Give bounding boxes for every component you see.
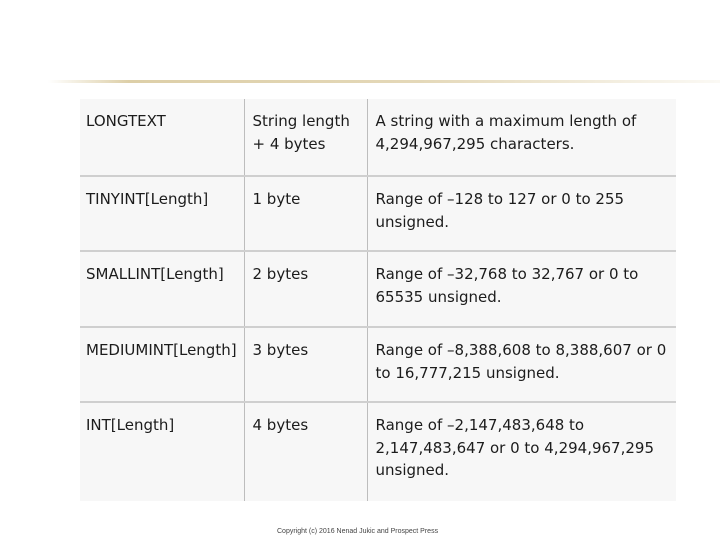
type-cell: TINYINT[Length] bbox=[80, 176, 244, 251]
description-cell: Range of –2,147,483,648 to 2,147,483,647 or 0 to 4,294,967,295 unsigned. bbox=[367, 402, 676, 501]
size-cell: 1 byte bbox=[244, 176, 367, 251]
table-row bbox=[80, 176, 676, 251]
table-row bbox=[80, 251, 676, 327]
type-cell: INT[Length] bbox=[80, 402, 244, 501]
type-cell: MEDIUMINT[Length] bbox=[80, 327, 244, 402]
type-cell: LONGTEXT bbox=[80, 99, 244, 176]
size-cell: String length + 4 bytes bbox=[244, 99, 367, 176]
description-cell: Range of –8,388,608 to 8,388,607 or 0 to 16,777,215 unsigned. bbox=[367, 327, 676, 402]
description-cell: Range of –128 to 127 or 0 to 255 unsigned. bbox=[367, 176, 676, 251]
size-cell: 2 bytes bbox=[244, 251, 367, 327]
description-cell: A string with a maximum length of 4,294,967,295 characters. bbox=[367, 99, 676, 176]
type-cell: SMALLINT[Length] bbox=[80, 251, 244, 327]
data-types-table bbox=[80, 99, 676, 501]
description-cell: Range of –32,768 to 32,767 or 0 to 65535 unsigned. bbox=[367, 251, 676, 327]
table-row bbox=[80, 99, 676, 176]
copyright-footer: Copyright (c) 2016 Nenad Jukic and Prospect Press bbox=[277, 528, 439, 535]
header-divider bbox=[48, 80, 720, 83]
table-row bbox=[80, 402, 676, 501]
table-row bbox=[80, 327, 676, 402]
size-cell: 4 bytes bbox=[244, 402, 367, 501]
size-cell: 3 bytes bbox=[244, 327, 367, 402]
